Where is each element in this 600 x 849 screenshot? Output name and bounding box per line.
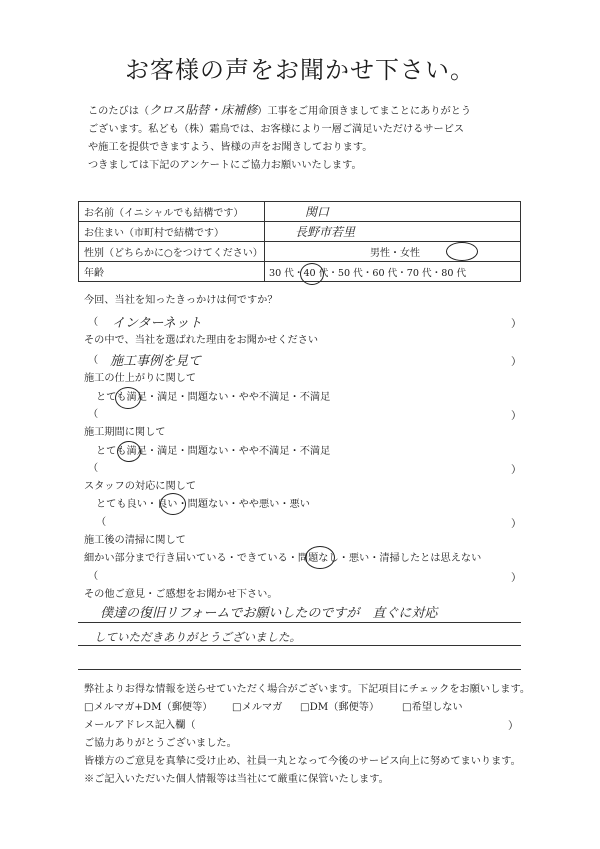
intro-line-1-suffix: ）工事をご用命頂きましてまことにありがとう [257, 106, 472, 117]
page-title: お客様の声をお聞かせ下さい。 [125, 56, 475, 84]
answer-underline-1 [78, 622, 521, 623]
commitment-text: 皆様方のご意見を真摯に受け止め、社員一丸となって今後のサービス向上に努めてまいります。 [84, 756, 521, 767]
q3-options: とても満足・満足・問題ない・やや不満足・不満足 [96, 392, 331, 403]
q7-label: その他ご意見・ご感想をお聞かせ下さい。 [84, 589, 278, 600]
q1-paren-close: ） [511, 318, 522, 330]
intro-line-1 [88, 102, 471, 121]
email-field-label: メールアドレス記入欄（ [84, 720, 196, 731]
intro-line-2: ございます。私ども（株）霜鳥では、お客様により一層ご満足いただけるサービス [88, 124, 465, 135]
checkbox-dm[interactable]: □DM（郵便等） [300, 702, 380, 713]
thanks-text: ご協力ありがとうございました。 [84, 738, 237, 749]
name-label: お名前（イニシャルでも結構です） [79, 202, 265, 222]
q6-paren-open: （ [88, 571, 99, 582]
age-options: 30 代・40 代・50 代・60 代・70 代・80 代 [265, 262, 521, 282]
q3-selection-circle [115, 387, 141, 409]
q4-selection-circle [117, 441, 141, 462]
q1-paren-open: （ [88, 317, 99, 328]
q6-label: 施工後の清掃に関して [84, 535, 186, 546]
work-name-handwritten: クロス貼替・床補修 [149, 103, 258, 117]
intro-line-3: や施工を提供できますよう、皆様の声をお聞きしております。 [88, 142, 373, 153]
q7-answer-line-2: していただきありがとうございました。 [94, 630, 301, 644]
gender-label: 性別（どちらかに○をつけてください） [79, 242, 265, 262]
q5-paren-close: ） [511, 518, 522, 530]
q5-paren-open: （ [96, 517, 107, 528]
q6-options: 細かい部分まで行き届いている・できている・問題なし・悪い・清掃したとは思えない [84, 553, 482, 564]
checkbox-newsletter[interactable]: □メルマガ [232, 702, 283, 713]
name-value: 関口 [265, 202, 521, 222]
newsletter-info-text: 弊社よりお得な情報を送らせていただく場合がございます。下記項目にチェックをお願いします。 [84, 684, 531, 695]
privacy-note: ※ご記入いただいた個人情報等は当社にて厳重に保管いたします。 [84, 774, 389, 785]
q5-options: とても良い・良い・問題ない・やや悪い・悪い [96, 499, 310, 510]
q4-paren-open: （ [88, 463, 99, 474]
customer-info-table [78, 201, 521, 282]
q6-paren-close: ） [511, 572, 522, 584]
q2-paren-open: （ [88, 355, 99, 366]
q7-answer-line-1: 僕達の復旧リフォームでお願いしたのですが 直ぐに対応 [100, 606, 438, 621]
q4-label: 施工期間に関して [84, 427, 166, 438]
q3-paren-open: （ [88, 409, 99, 420]
q2-paren-close: ） [511, 356, 522, 368]
table-row-name [79, 202, 521, 222]
gender-options: 男性・女性 [265, 242, 521, 262]
answer-underline-2 [78, 645, 521, 646]
age-label: 年齢 [79, 262, 265, 282]
q2-label: その中で、当社を選ばれた理由をお聞かせください [84, 335, 319, 346]
age-selection-circle [300, 263, 324, 285]
q5-label: スタッフの対応に関して [84, 481, 197, 492]
email-field-paren-close: ） [508, 720, 519, 732]
q5-selection-circle [160, 493, 186, 515]
intro-line-1-prefix: このたびは（ [88, 106, 150, 117]
q3-paren-close: ） [511, 410, 522, 422]
address-value: 長野市若里 [265, 222, 521, 242]
q2-answer: 施工事例を見て [110, 354, 202, 369]
answer-underline-3 [78, 669, 521, 670]
gender-selection-circle [446, 242, 478, 261]
q3-label: 施工の仕上がりに関して [84, 373, 197, 384]
q6-selection-circle [305, 546, 335, 569]
table-row-address [79, 222, 521, 242]
q4-paren-close: ） [511, 464, 522, 476]
q1-label: 今回、当社を知ったきっかけは何ですか？ [84, 295, 278, 306]
q4-options: とても満足・満足・問題ない・やや不満足・不満足 [96, 446, 331, 457]
q1-answer: インターネット [112, 316, 202, 331]
intro-line-4: つきましては下記のアンケートにご協力お願いいたします。 [88, 160, 362, 171]
address-label: お住まい（市町村で結構です） [79, 222, 265, 242]
checkbox-no-thanks[interactable]: □希望しない [402, 702, 463, 713]
checkbox-newsletter-and-dm[interactable]: □メルマガ+DM（郵便等） [84, 702, 213, 713]
